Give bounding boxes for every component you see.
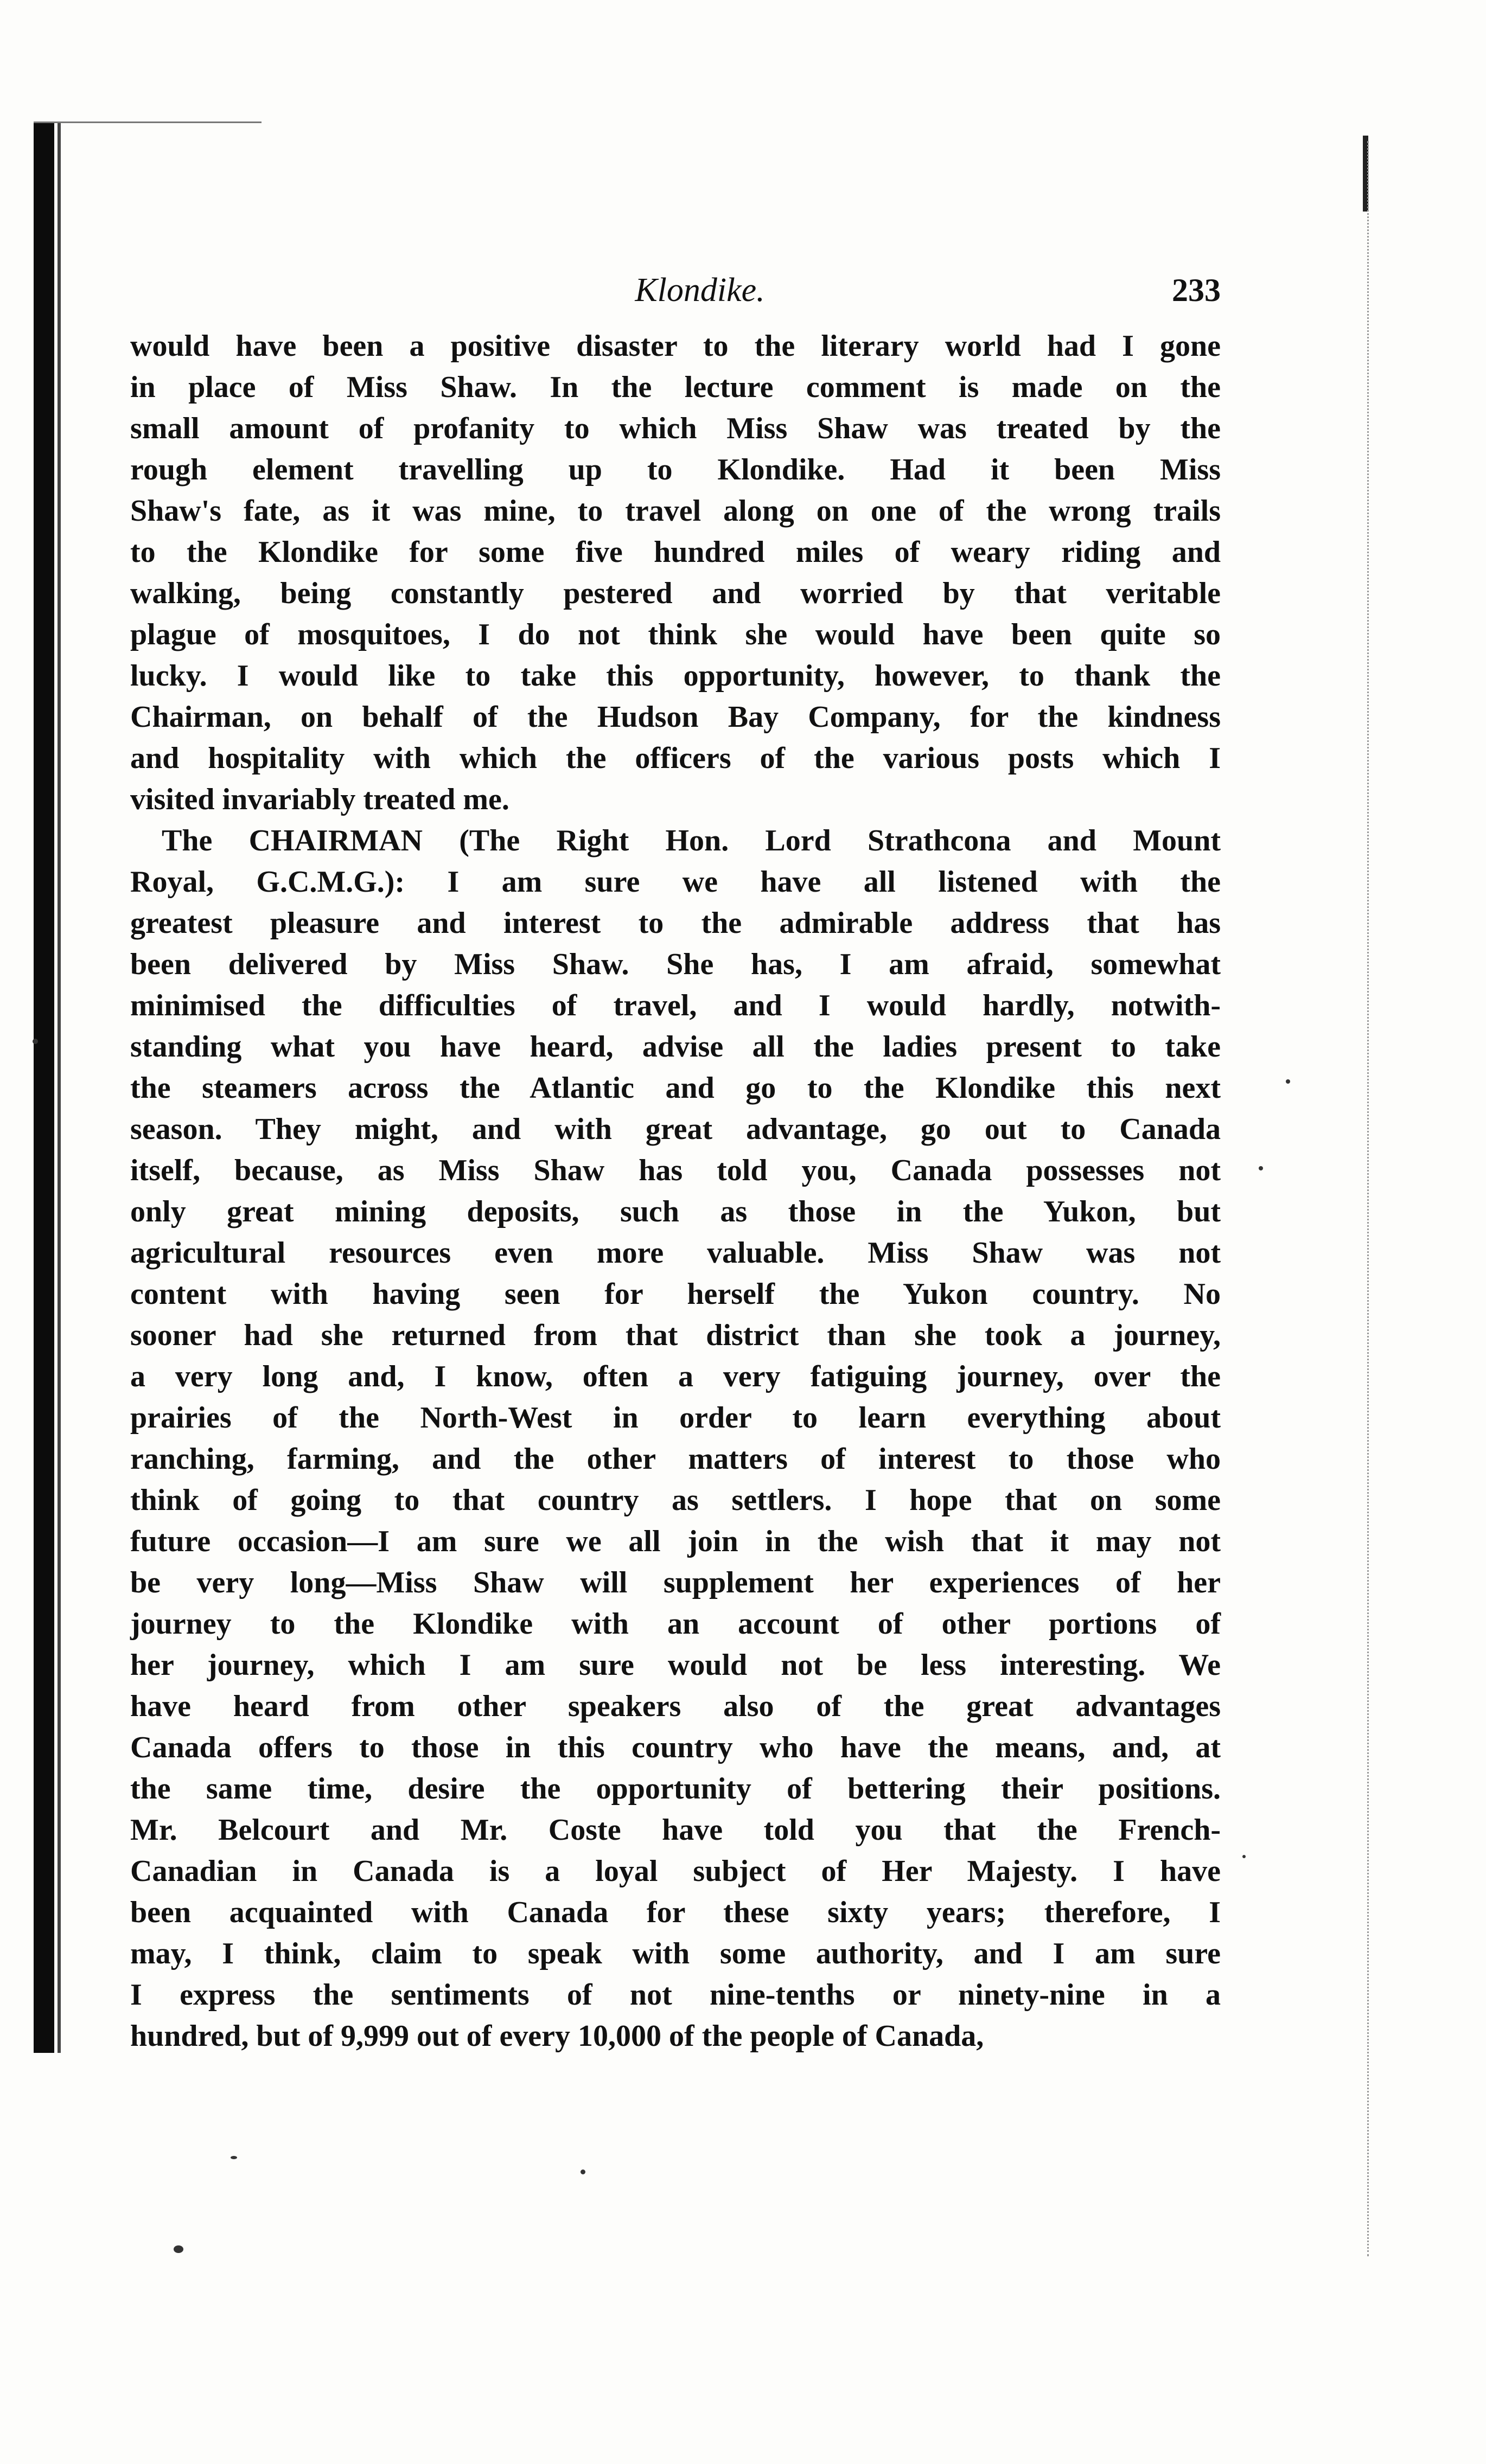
scan-speck — [231, 2156, 237, 2159]
text-line: plague of mosquitoes, I do not think she would have been quite so — [130, 618, 1221, 651]
text-line: sooner had she returned from that district than she took a journey, — [130, 1319, 1221, 1352]
text-line: her journey, which I am sure would not be less interesting. We — [130, 1648, 1221, 1682]
text-line: been acquainted with Canada for these sixty years; therefore, I — [130, 1896, 1221, 1929]
scan-speck — [1286, 1079, 1290, 1084]
text-line: content with having seen for herself the Yukon country. No — [130, 1277, 1221, 1311]
text-line: lucky. I would like to take this opportunity, however, to thank the — [130, 659, 1221, 693]
text-line: been delivered by Miss Shaw. She has, I am afraid, somewhat — [130, 948, 1221, 981]
text-line: in place of Miss Shaw. In the lecture comment is made on the — [130, 370, 1221, 404]
text-line: have heard from other speakers also of the great advantages — [130, 1689, 1221, 1723]
page-binding-edge — [34, 122, 54, 2053]
text-line: the same time, desire the opportunity of bettering their positions. — [130, 1772, 1221, 1806]
text-line: Mr. Belcourt and Mr. Coste have told you that the French- — [130, 1813, 1221, 1847]
text-line: think of going to that country as settlers. I hope that on some — [130, 1483, 1221, 1517]
text-line: to the Klondike for some five hundred miles of weary riding and — [130, 535, 1221, 569]
text-line: itself, because, as Miss Shaw has told you, Canada possesses not — [130, 1154, 1221, 1187]
text-line: hundred, but of 9,999 out of every 10,000 of the people of Canada, — [130, 2019, 984, 2053]
text-line: season. They might, and with great advantage, go out to Canada — [130, 1112, 1221, 1146]
text-line: Shaw's fate, as it was mine, to travel along on one of the wrong trails — [130, 494, 1221, 528]
text-line: Canadian in Canada is a loyal subject of Her Majesty. I have — [130, 1854, 1221, 1888]
scan-speck — [1259, 1166, 1263, 1170]
text-line: minimised the difficulties of travel, and I would hardly, notwith- — [130, 989, 1221, 1022]
text-line: Royal, G.C.M.G.): I am sure we have all listened with the — [130, 865, 1221, 899]
text-line: future occasion—I am sure we all join in the wish that it may not — [130, 1525, 1221, 1558]
page-header — [130, 268, 1221, 312]
text-line: Canada offers to those in this country who have the means, and, at — [130, 1731, 1221, 1764]
running-title: Klondike. — [635, 272, 765, 309]
top-edge-rule — [34, 121, 262, 123]
scan-speck — [581, 2169, 585, 2174]
text-line: journey to the Klondike with an account of other portions of — [130, 1607, 1221, 1641]
text-line: would have been a positive disaster to the literary world had I gone — [130, 329, 1221, 363]
text-line: walking, being constantly pestered and worried by that veritable — [130, 577, 1221, 610]
text-line: prairies of the North-West in order to learn everything about — [130, 1401, 1221, 1435]
text-line: small amount of profanity to which Miss Shaw was treated by the — [130, 412, 1221, 445]
text-line: the steamers across the Atlantic and go to the Klondike this next — [130, 1071, 1221, 1105]
right-edge-dotted-margin — [1367, 141, 1371, 2256]
text-line: The CHAIRMAN (The Right Hon. Lord Strathcona and Mount — [162, 824, 1221, 857]
text-line: I express the sentiments of not nine-tenths or ninety-nine in a — [130, 1978, 1221, 2012]
text-line: only great mining deposits, such as those in the Yukon, but — [130, 1195, 1221, 1228]
scan-speck — [1242, 1855, 1246, 1858]
text-line: visited invariably treated me. — [130, 783, 509, 816]
text-line: greatest pleasure and interest to the admirable address that has — [130, 906, 1221, 940]
text-line: may, I think, claim to speak with some authority, and I am sure — [130, 1937, 1221, 1970]
text-line: and hospitality with which the officers of the various posts which I — [130, 741, 1221, 775]
page-number: 233 — [1172, 272, 1221, 308]
text-line: Chairman, on behalf of the Hudson Bay Company, for the kindness — [130, 700, 1221, 734]
text-line: standing what you have heard, advise all the ladies present to take — [130, 1030, 1221, 1064]
scan-speck — [174, 2245, 183, 2253]
text-line: ranching, farming, and the other matters of interest to those who — [130, 1442, 1221, 1476]
text-line: a very long and, I know, often a very fatiguing journey, over the — [130, 1360, 1221, 1393]
scan-speck — [33, 1039, 38, 1044]
text-line: rough element travelling up to Klondike. Had it been Miss — [130, 453, 1221, 487]
body-text — [130, 325, 1221, 2057]
text-line: be very long—Miss Shaw will supplement her experiences of her — [130, 1566, 1221, 1599]
text-line: agricultural resources even more valuable. Miss Shaw was not — [130, 1236, 1221, 1270]
